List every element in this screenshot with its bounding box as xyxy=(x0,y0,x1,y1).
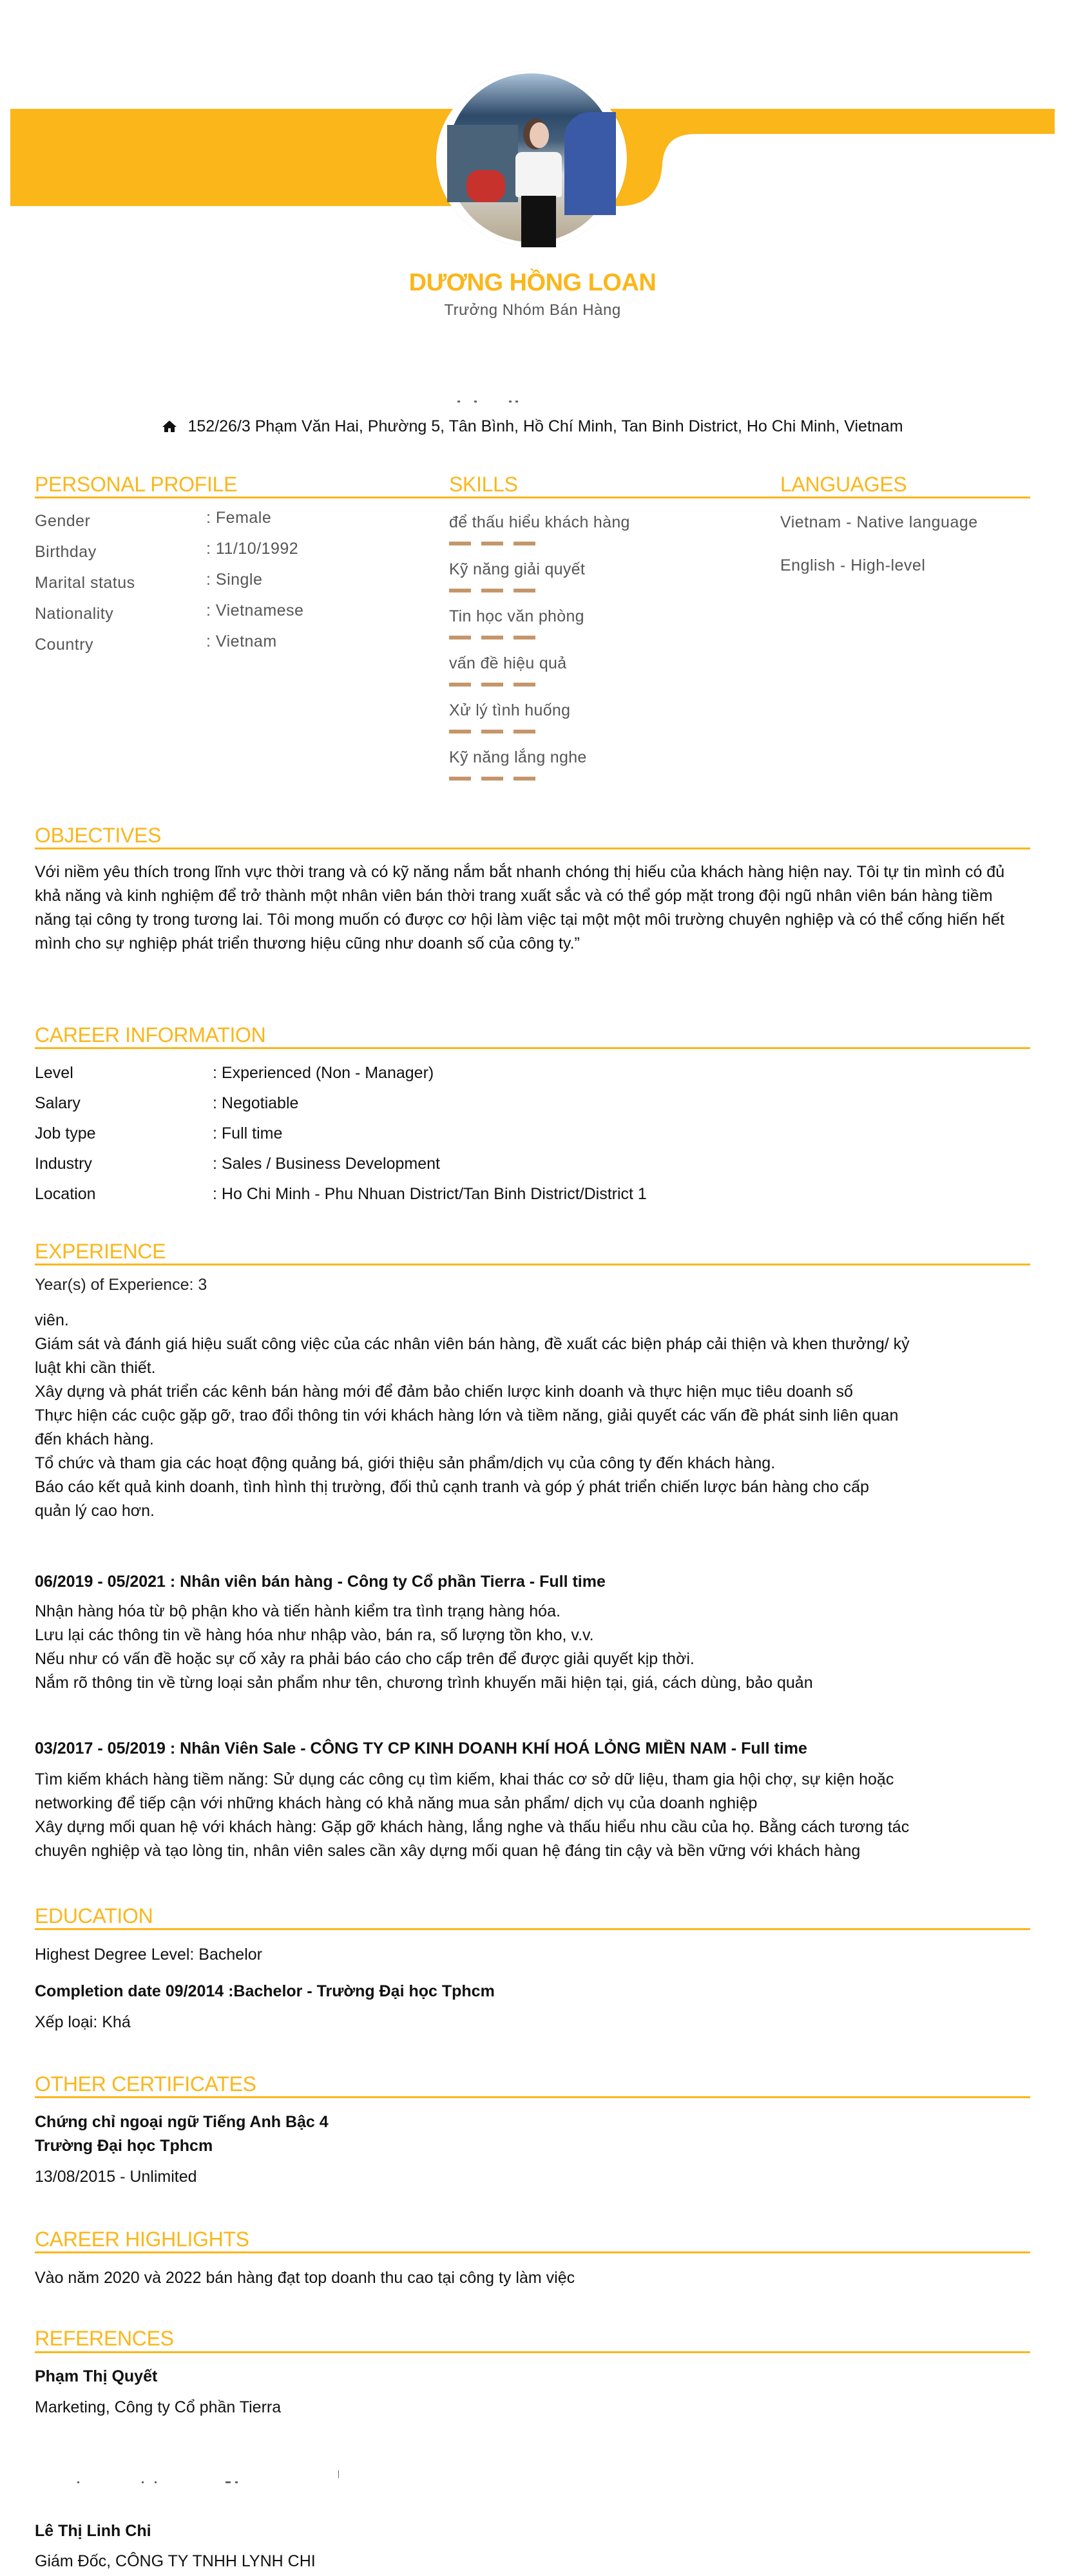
clipped-text-remnant xyxy=(77,2479,335,2483)
skill-item: để thấu hiểu khách hàng xyxy=(449,513,630,531)
career-label-location: Location xyxy=(35,1185,96,1203)
career-value-job-type: : Full time xyxy=(213,1124,283,1142)
profile-label-marital: Marital status xyxy=(35,574,135,592)
career-label-salary: Salary xyxy=(35,1094,81,1112)
profile-label-nationality: Nationality xyxy=(35,605,114,623)
skill-item: vấn đề hiệu quả xyxy=(449,654,567,672)
career-value-industry: : Sales / Business Development xyxy=(213,1155,440,1173)
profile-value-nationality: : Vietnamese xyxy=(206,601,304,620)
reference-name: Lê Thị Linh Chi xyxy=(35,2522,151,2540)
section-divider xyxy=(35,1264,1030,1265)
section-title-references: REFERENCES xyxy=(35,2327,174,2350)
experience-line: Giám sát và đánh giá hiệu suất công việc của các nhân viên bán hàng, đề xuất các biện pháp cải thiện và khen thưởng/ kỷ xyxy=(35,1335,910,1353)
reference-role: Marketing, Công ty Cổ phần Tierra xyxy=(35,2398,282,2416)
candidate-name: DƯƠNG HỒNG LOAN xyxy=(408,269,657,296)
profile-value-birthday: : 11/10/1992 xyxy=(206,540,299,558)
certificate-issuer: Trường Đại học Tphcm xyxy=(35,2137,213,2155)
section-title-highlights: CAREER HIGHLIGHTS xyxy=(35,2228,249,2251)
section-title-career-information: CAREER INFORMATION xyxy=(35,1023,266,1046)
career-value-salary: : Negotiable xyxy=(213,1094,299,1112)
section-divider xyxy=(35,848,1030,849)
highlight-text: Vào năm 2020 và 2022 bán hàng đạt top doanh thu cao tại công ty làm việc xyxy=(35,2269,575,2287)
section-title-languages: LANGUAGES xyxy=(780,473,907,496)
job-duty: Nắm rõ thông tin về từng loại sản phẩm như tên, chương trình khuyến mãi hiện tại, giá, cách dùng, bảo quản xyxy=(35,1674,813,1692)
section-divider xyxy=(35,2251,1030,2253)
section-divider xyxy=(438,497,773,498)
highest-degree: Highest Degree Level: Bachelor xyxy=(35,1946,262,1964)
section-divider xyxy=(35,497,438,498)
job-duty: networking để tiếp cận với những khách hàng có khả năng mua sản phẩm/ dịch vụ của doanh nghiệp xyxy=(35,1794,758,1812)
candidate-title: Trưởng Nhóm Bán Hàng xyxy=(444,301,621,319)
home-icon xyxy=(162,420,177,433)
experience-line: quản lý cao hơn. xyxy=(35,1502,155,1520)
objectives-text: Với niềm yêu thích trong lĩnh vực thời trang và có kỹ năng nắm bắt nhanh chóng thị hiếu của khách hàng hiện nay. Tôi tự tin mình có đủ khả năng và kinh nghiệm để trở thành một nhân viên bán thời trang xuất sắc và có thể góp mặt trong đội ngũ nhân viên bán hàng tiềm năng tại công ty trong tương lai. Tôi mong muốn có được cơ hội làm việc tại một một môi trường chuyên nghiệp và có thể cống hiến hết mình cho sự nghiệp phát triển thương hiệu cũng như doanh số của công ty.” xyxy=(35,863,1005,952)
job-title: 03/2017 - 05/2019 : Nhân Viên Sale - CÔNG TY CP KINH DOANH KHÍ HOÁ LỎNG MIỀN NAM - Full time xyxy=(35,1739,807,1757)
language-item: English - High-level xyxy=(780,556,926,574)
experience-line: Thực hiện các cuộc gặp gỡ, trao đổi thông tin với khách hàng lớn và tiềm năng, giải quyết các vấn đề phát sinh liên quan xyxy=(35,1406,899,1425)
job-duty: Xây dựng mối quan hệ với khách hàng: Gặp gỡ khách hàng, lắng nghe và thấu hiểu nhu cầu của họ. Bằng cách tương tác xyxy=(35,1818,910,1836)
section-title-objectives: OBJECTIVES xyxy=(35,824,162,847)
section-title-education: EDUCATION xyxy=(35,1904,153,1927)
profile-label-birthday: Birthday xyxy=(35,543,97,561)
education-entry-title: Completion date 09/2014 :Bachelor - Trường Đại học Tphcm xyxy=(35,1982,495,2000)
skill-item: Tin học văn phòng xyxy=(449,607,584,625)
experience-line: viên. xyxy=(35,1311,69,1329)
section-divider xyxy=(767,497,1030,498)
career-value-location: : Ho Chi Minh - Phu Nhuan District/Tan Binh District/District 1 xyxy=(213,1185,647,1203)
section-title-skills: SKILLS xyxy=(449,473,518,496)
section-title-experience: EXPERIENCE xyxy=(35,1240,166,1263)
career-value-level: : Experienced (Non - Manager) xyxy=(213,1064,434,1082)
experience-line: luật khi cần thiết. xyxy=(35,1359,156,1377)
skill-item: Kỹ năng giải quyết xyxy=(449,560,586,578)
skill-item: Kỹ năng lắng nghe xyxy=(449,748,587,766)
profile-value-country: : Vietnam xyxy=(206,632,277,650)
section-title-certificates: OTHER CERTIFICATES xyxy=(35,2072,256,2096)
profile-photo xyxy=(447,73,616,242)
experience-line: Tổ chức và tham gia các hoạt động quảng bá, giới thiệu sản phẩm/dịch vụ của công ty đến khách hàng. xyxy=(35,1454,776,1472)
experience-line: đến khách hàng. xyxy=(35,1430,154,1448)
job-title: 06/2019 - 05/2021 : Nhân viên bán hàng - Công ty Cổ phần Tierra - Full time xyxy=(35,1573,606,1591)
job-duty: Nhận hàng hóa từ bộ phận kho và tiến hành kiểm tra tình trạng hàng hóa. xyxy=(35,1602,561,1620)
job-duty: Tìm kiếm khách hàng tiềm năng: Sử dụng các công cụ tìm kiếm, khai thác cơ sở dữ liệu, tham gia hội chợ, sự kiện hoặc xyxy=(35,1770,894,1788)
section-divider xyxy=(35,2351,1030,2353)
clipped-text-remnant xyxy=(457,401,651,403)
profile-value-gender: : Female xyxy=(206,509,272,527)
profile-label-gender: Gender xyxy=(35,512,91,530)
years-of-experience-clipped: Year(s) of Experience: 3 xyxy=(35,1276,207,1294)
experience-line: Xây dựng và phát triển các kênh bán hàng mới để đảm bảo chiến lược kinh doanh và thực hiện mục tiêu doanh số xyxy=(35,1383,853,1401)
skill-item: Xử lý tình huống xyxy=(449,701,571,719)
profile-label-country: Country xyxy=(35,636,94,654)
section-divider xyxy=(35,2096,1030,2098)
address-line xyxy=(0,417,1065,436)
reference-name: Phạm Thị Quyết xyxy=(35,2367,158,2385)
section-divider xyxy=(35,1047,1030,1049)
profile-value-marital: : Single xyxy=(206,571,263,589)
section-title-personal-profile: PERSONAL PROFILE xyxy=(35,473,238,496)
certificate-validity: 13/08/2015 - Unlimited xyxy=(35,2168,197,2186)
career-label-level: Level xyxy=(35,1064,73,1082)
education-grade: Xếp loại: Khá xyxy=(35,2013,131,2031)
reference-role: Giám Đốc, CÔNG TY TNHH LYNH CHI xyxy=(35,2552,316,2570)
job-duty: Nếu như có vấn đề hoặc sự cố xảy ra phải báo cáo cho cấp trên để được giải quyết kịp thời. xyxy=(35,1650,695,1668)
career-label-job-type: Job type xyxy=(35,1124,96,1142)
career-label-industry: Industry xyxy=(35,1155,92,1173)
job-duty: Lưu lại các thông tin về hàng hóa như nhập vào, bán ra, số lượng tồn kho, v.v. xyxy=(35,1626,594,1644)
language-item: Vietnam - Native language xyxy=(780,513,978,531)
section-divider xyxy=(35,1928,1030,1930)
experience-line: Báo cáo kết quả kinh doanh, tình hình thị trường, đối thủ cạnh tranh và góp ý phát triển chiến lược bán hàng cho cấp xyxy=(35,1478,869,1496)
address-text: 152/26/3 Phạm Văn Hai, Phường 5, Tân Bình, Hồ Chí Minh, Tan Binh District, Ho Chi Minh, Vietnam xyxy=(187,417,903,435)
certificate-name: Chứng chỉ ngoại ngữ Tiếng Anh Bậc 4 xyxy=(35,2113,329,2131)
job-duty: chuyên nghiệp và tạo lòng tin, nhân viên sales cần xây dựng mối quan hệ đáng tin cậy và bền vững với khách hàng xyxy=(35,1842,861,1860)
